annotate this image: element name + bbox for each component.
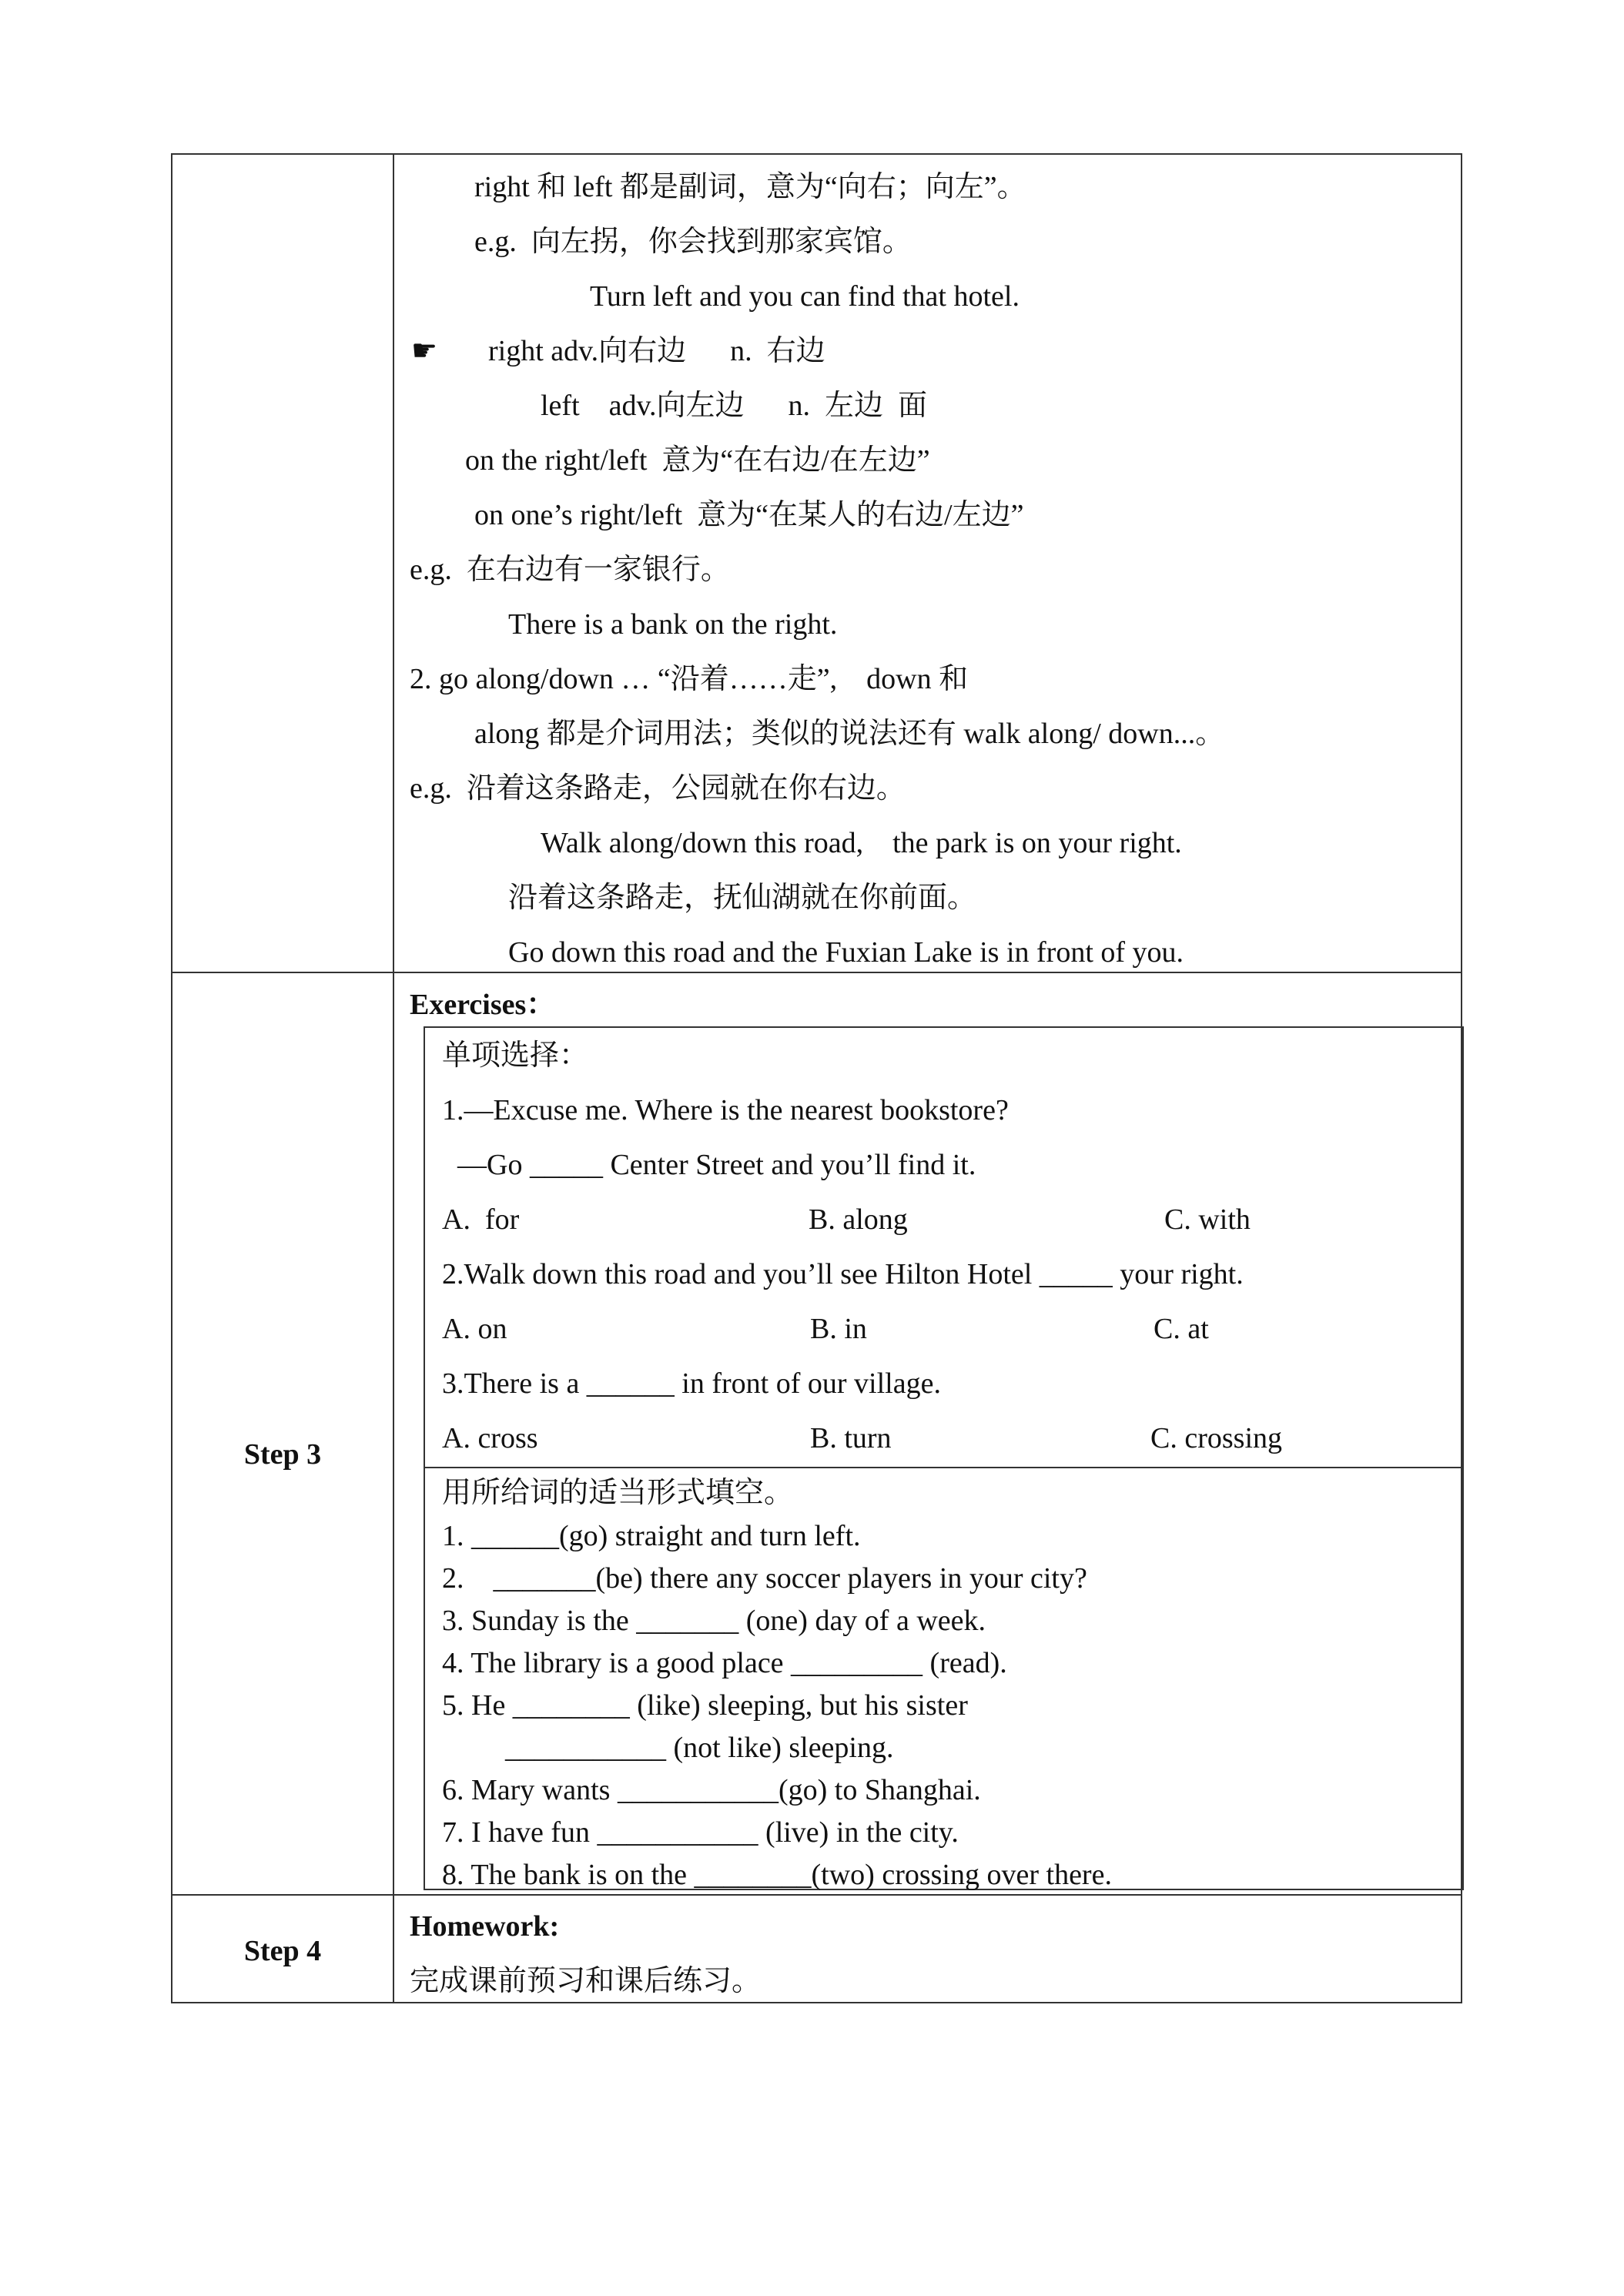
note-line: Turn left and you can find that hotel. bbox=[590, 280, 1020, 313]
note-line: right 和 left 都是副词，意为“向右；向左”。 bbox=[474, 171, 1026, 203]
fill-item: 5. He ________ (like) sleeping, but his sister bbox=[442, 1689, 968, 1722]
note-line: right adv.向右边 n. 右边 bbox=[488, 335, 825, 367]
mc-option: A. on bbox=[442, 1313, 507, 1345]
mc-question: 3.There is a ______ in front of our village. bbox=[442, 1367, 941, 1400]
note-line: along 都是介词用法；类似的说法还有 walk along/ down...。 bbox=[474, 718, 1225, 750]
note-line: e.g. 向左拐，你会找到那家宾馆。 bbox=[474, 226, 912, 258]
homework-text: 完成课前预习和课后练习。 bbox=[410, 1965, 762, 1997]
step3-label: Step 3 bbox=[243, 1438, 322, 1471]
mc-question: 1.—Excuse me. Where is the nearest bookstore? bbox=[442, 1094, 1009, 1126]
row-divider-step3 bbox=[172, 972, 1461, 973]
fill-item: ___________ (not like) sleeping. bbox=[505, 1732, 894, 1764]
fill-item: 4. The library is a good place _________ (read). bbox=[442, 1647, 1007, 1679]
note-line: on the right/left 意为“在右边/在左边” bbox=[465, 444, 930, 477]
step4-label: Step 4 bbox=[243, 1935, 322, 1967]
note-line: e.g. 在右边有一家银行。 bbox=[410, 554, 730, 586]
fill-item: 1. ______(go) straight and turn left. bbox=[442, 1520, 861, 1552]
mc-option: B. along bbox=[809, 1203, 908, 1236]
mc-option: A. for bbox=[442, 1203, 520, 1236]
note-line: Go down this road and the Fuxian Lake is in front of you. bbox=[508, 936, 1184, 969]
note-line: Walk along/down this road, the park is on your right. bbox=[541, 827, 1182, 859]
homework-title: Homework: bbox=[410, 1910, 560, 1943]
note-line: e.g. 沿着这条路走，公园就在你右边。 bbox=[410, 772, 906, 805]
mc-option: C. crossing bbox=[1150, 1422, 1282, 1454]
fill-item: 7. I have fun ___________ (live) in the city. bbox=[442, 1816, 959, 1849]
mc-heading: 单项选择： bbox=[442, 1039, 589, 1072]
fill-item: 2. _______(be) there any soccer players in your city? bbox=[442, 1562, 1087, 1595]
pointer-icon: ☛ bbox=[411, 335, 438, 367]
column-divider bbox=[393, 155, 394, 2002]
mc-question: 2.Walk down this road and you’ll see Hilton Hotel _____ your right. bbox=[442, 1258, 1244, 1290]
note-line: on one’s right/left 意为“在某人的右边/左边” bbox=[474, 499, 1024, 531]
fill-item: 6. Mary wants ___________(go) to Shanghai. bbox=[442, 1774, 981, 1806]
fill-item: 8. The bank is on the ________(two) crossing over there. bbox=[442, 1859, 1112, 1891]
mc-option: C. at bbox=[1154, 1313, 1209, 1345]
note-line: There is a bank on the right. bbox=[508, 608, 838, 641]
fill-item: 3. Sunday is the _______ (one) day of a week. bbox=[442, 1605, 986, 1637]
row-divider-step4 bbox=[172, 1894, 1461, 1896]
note-line: 沿着这条路走，抚仙湖就在你前面。 bbox=[508, 882, 977, 914]
note-line: 2. go along/down … “沿着……走”, down 和 bbox=[410, 663, 969, 695]
multiple-choice-box bbox=[424, 1026, 1464, 1468]
fill-in-box bbox=[424, 1467, 1464, 1890]
mc-option: A. cross bbox=[442, 1422, 538, 1454]
mc-option: B. in bbox=[810, 1313, 867, 1345]
note-line: left adv.向左边 n. 左边 面 bbox=[541, 390, 928, 422]
mc-question: —Go _____ Center Street and you’ll find it. bbox=[457, 1149, 976, 1181]
exercises-title: Exercises： bbox=[410, 989, 556, 1021]
mc-option: B. turn bbox=[810, 1422, 892, 1454]
fill-heading: 用所给词的适当形式填空。 bbox=[442, 1477, 794, 1509]
mc-option: C. with bbox=[1164, 1203, 1251, 1236]
lesson-table bbox=[171, 153, 1462, 2003]
